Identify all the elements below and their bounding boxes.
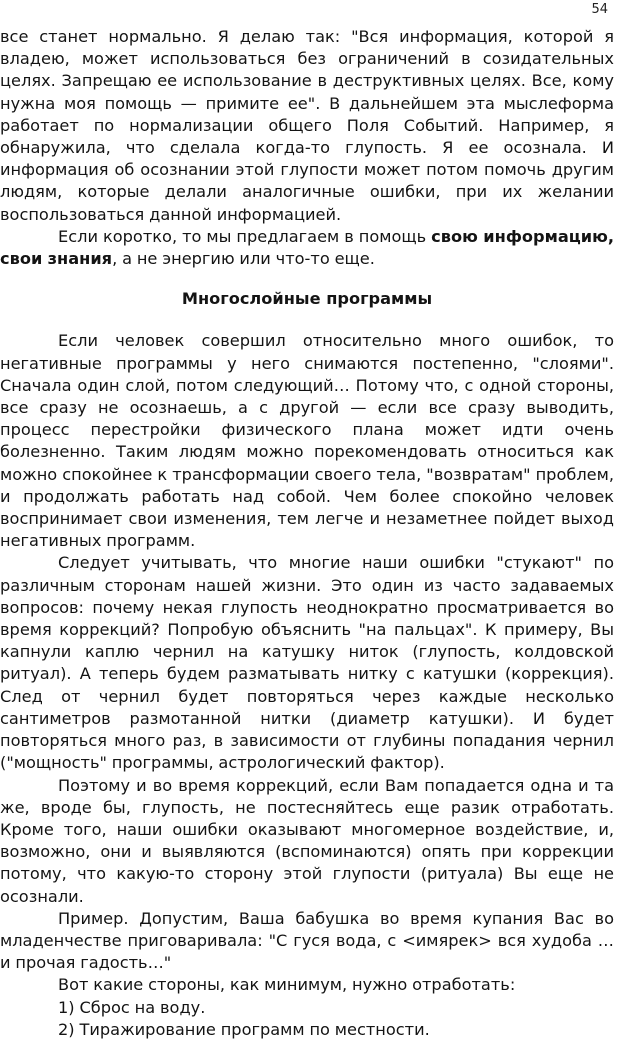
document-body: [0, 26, 620, 1041]
paragraph-sides-intro: Вот какие стороны, как минимум, нужно отработать:: [58, 975, 516, 995]
summary-bold-text: свою информацию, свои знания: [0, 226, 614, 269]
paragraph-layers: Если человек совершил относительно много ошибок, то негативные программы у него снимаются постепенно, "слоями". Сначала один слой, потом следующий… Потому что, с одной стороны, все сразу не осознаешь, а с другой — если все сразу выводить, процесс перестройки физического плана может идти очень болезненно. Таким людям можно порекомендовать относиться как можно спокойнее к трансформации своего тела, "возвратам" проблем, и продолжать работать над собой. Чем более спокойно человек воспринимает свои изменения, тем легче и незаметнее пойдет выход негативных программ.: [0, 331, 614, 551]
paragraph-ink-example: Следует учитывать, что многие наши ошибки "стукают" по различным сторонам нашей жизни. Это один из часто задаваемых вопросов: почему некая глупость неоднократно просматривается во время коррекций? Попробую объяснить "на пальцах". К примеру, Вы капнули каплю чернил на катушку ниток (глупость, колдовской ритуал). А теперь будем разматывать нитку с катушки (коррекция). След от чернил будет повторяться через каждые несколько сантиметров размотанной нитки (диаметр катушки). И будет повторяться много раз, в зависимости от глубины попадания чернил ("мощность" программы, астрологический фактор).: [0, 553, 614, 773]
list-item: 1) Сброс на воду.: [58, 997, 206, 1017]
list-item: 2) Тиражирование программ по местности.: [58, 1019, 430, 1039]
paragraph-repeat-correction: Поэтому и во время коррекций, если Вам попадается одна и та же, вроде бы, глупость, не постесняйтесь еще разик отработать. Кроме того, наши ошибки оказывают многомерное воздействие, и, возможно, они и выявляются (вспоминаются) опять при коррекции потому, что какую-то сторону этой глупости (ритуала) Вы еще не осознали.: [0, 775, 614, 906]
paragraph-grandmother-example: Пример. Допустим, Ваша бабушка во время купания Вас во младенчестве приговаривала: "С гуся вода, с <имярек> вся худоба … и прочая гадость…": [0, 908, 614, 973]
paragraph-summary: [0, 226, 614, 270]
section-heading: Многослойные программы: [181, 289, 433, 309]
page-number: 54: [591, 2, 608, 17]
summary-text-start: Если коротко, то мы предлагаем в помощь: [58, 226, 432, 246]
paragraph-continued: все станет нормально. Я делаю так: "Вся информация, которой я владею, может использоваться без ограничений в созидательных целях. Запрещаю ее использование в деструктивных целях. Все, кому нужна моя помощь — примите ее". В дальнейшем эта мыслеформа работает по нормализации общего Поля Событий. Например, я обнаружила, что сделала когда-то глупость. Я ее осознала. И информация об осознании этой глупости может потом помочь другим людям, которые делали аналогичные ошибки, при их желании воспользоваться данной информацией.: [0, 27, 614, 224]
summary-text-end: , а не энергию или что-то еще.: [112, 249, 375, 269]
